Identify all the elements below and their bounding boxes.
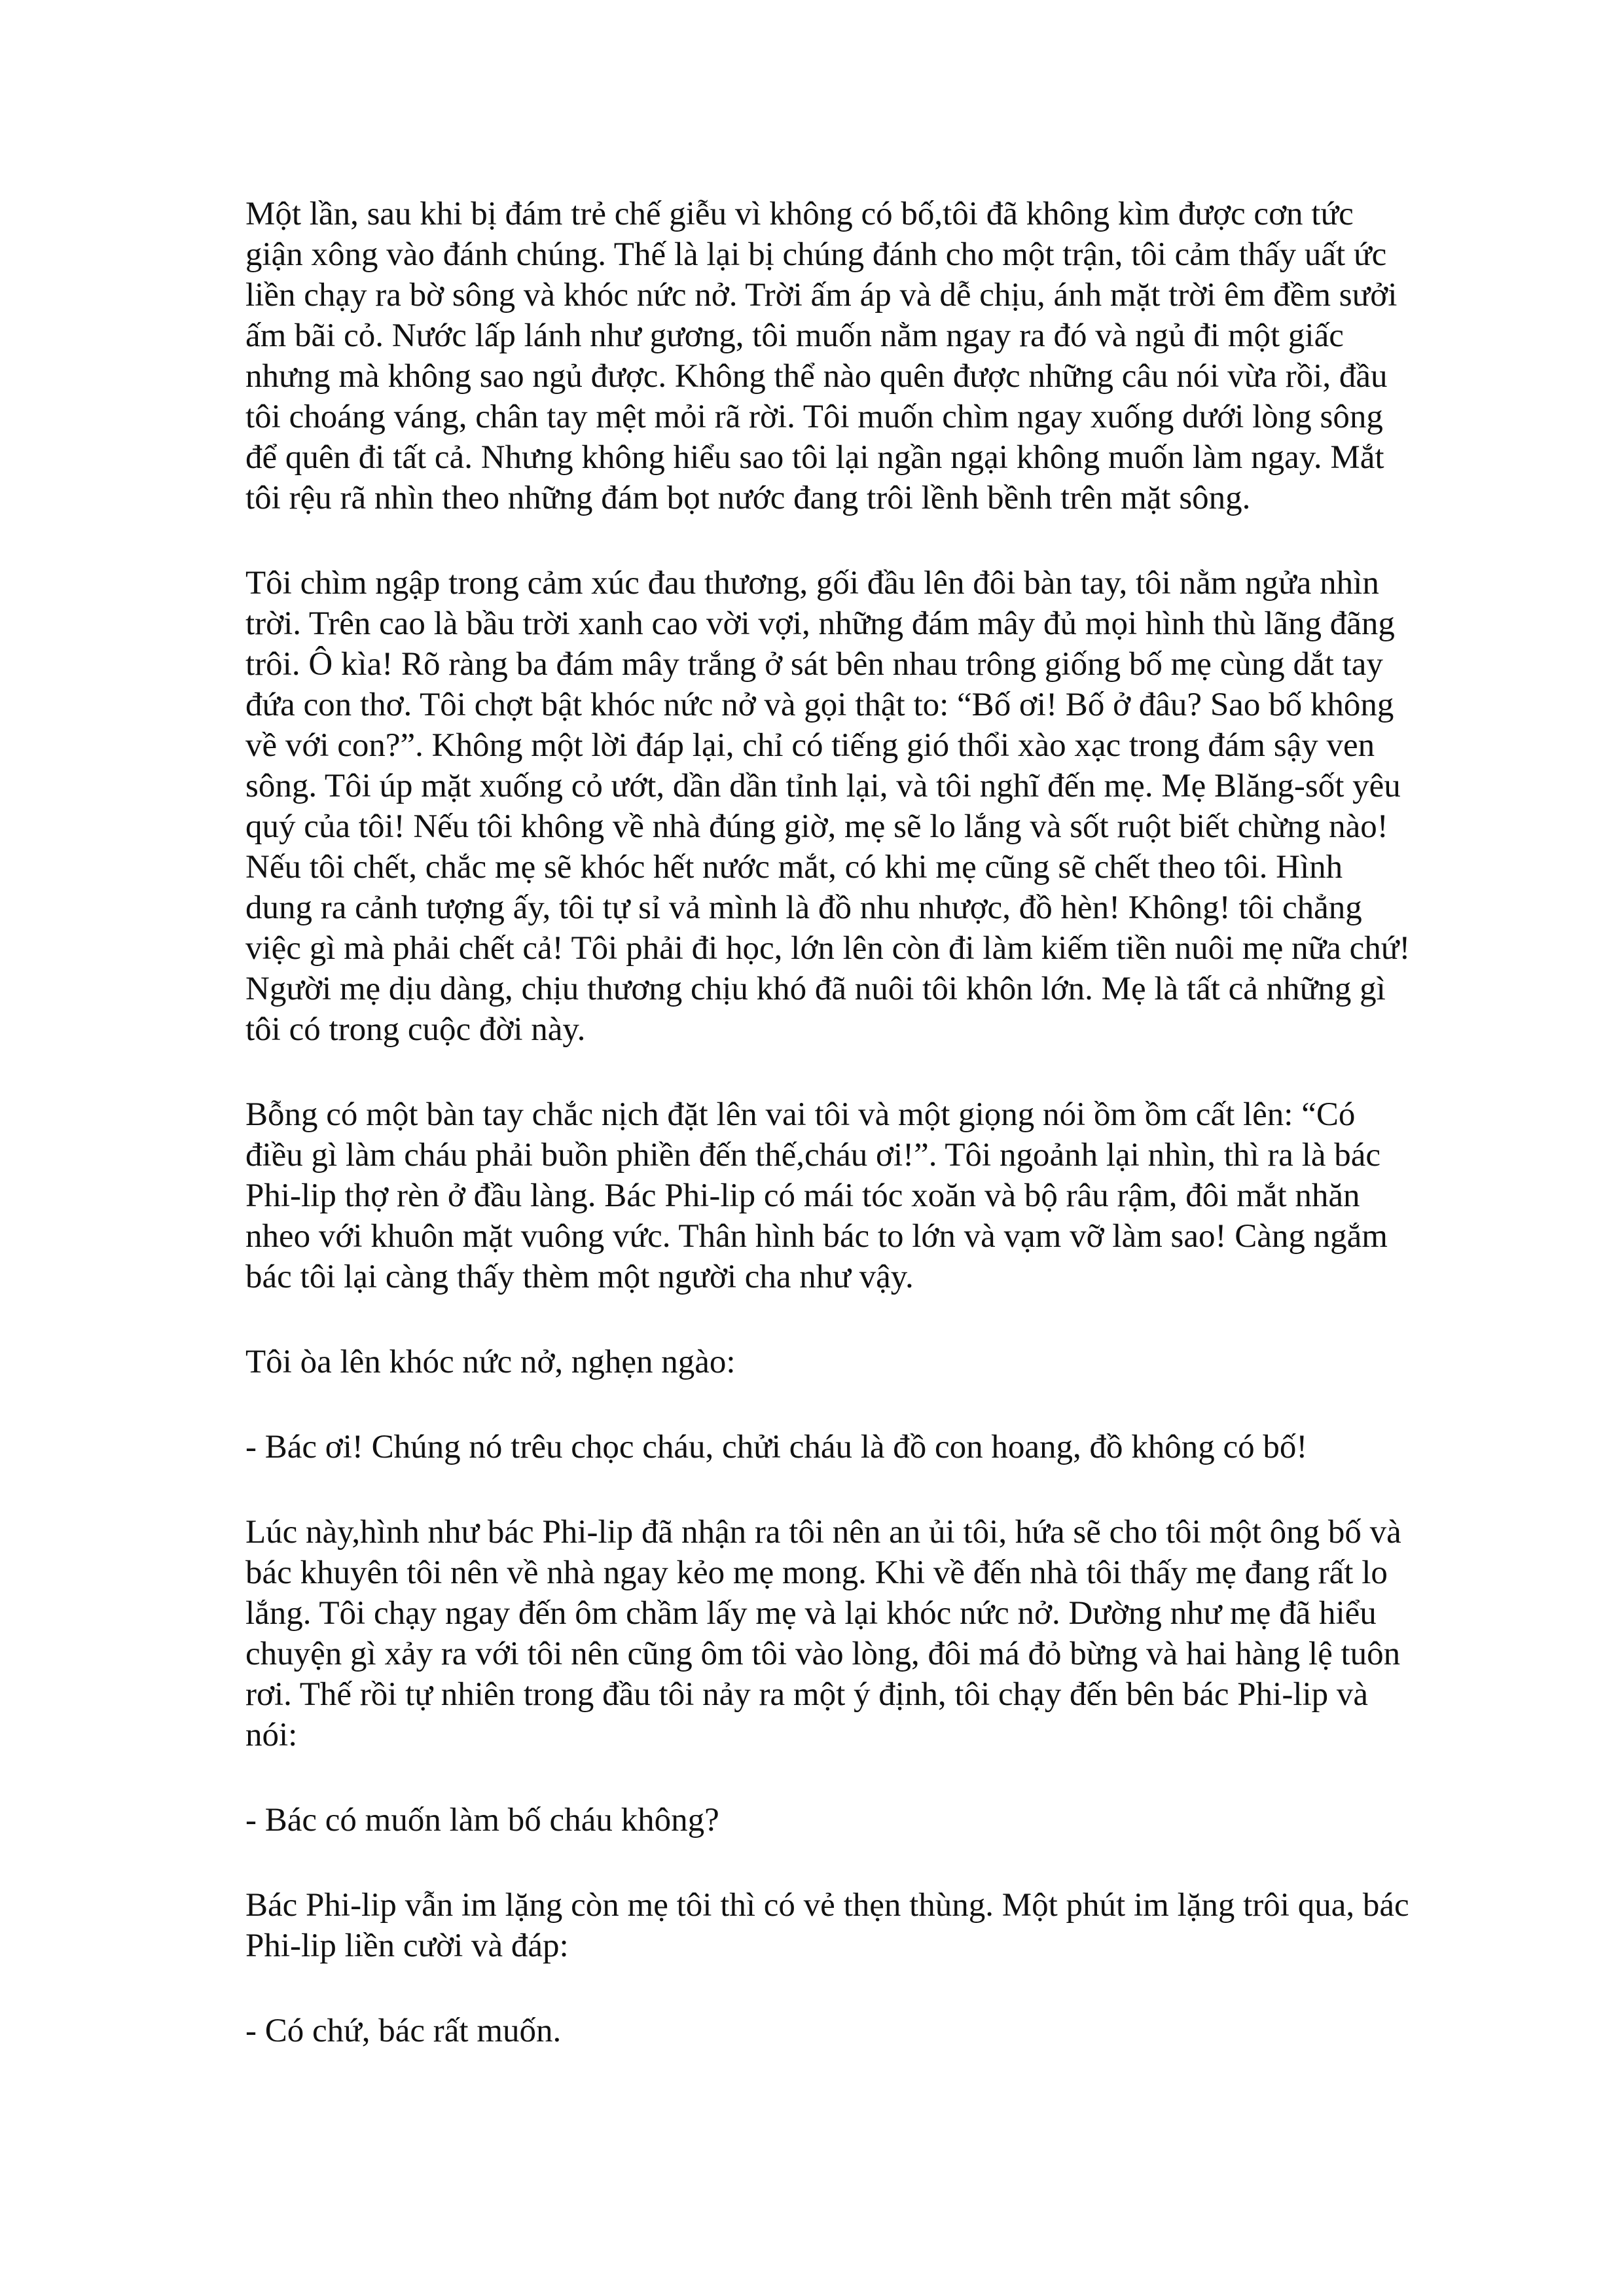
document-body xyxy=(245,194,1411,2051)
paragraph-6: Lúc này,hình như bác Phi-lip đã nhận ra tôi nên an ủi tôi, hứa sẽ cho tôi một ông bố và bác khuyên tôi nên về nhà ngay kẻo mẹ mong. Khi về đến nhà tôi thấy mẹ đang rất lo lắng. Tôi chạy ngay đến ôm chầm lấy mẹ và lại khóc nức nở. Dường như mẹ đã hiểu chuyện gì xảy ra với tôi nên cũng ôm tôi vào lòng, đôi má đỏ bừng và hai hàng lệ tuôn rơi. Thế rồi tự nhiên trong đầu tôi nảy ra một ý định, tôi chạy đến bên bác Phi-lip và nói: xyxy=(245,1514,1401,1753)
paragraph-9: - Có chứ, bác rất muốn. xyxy=(245,2013,562,2049)
paragraph-7: - Bác có muốn làm bố cháu không? xyxy=(245,1802,719,1839)
paragraph-8: Bác Phi-lip vẫn im lặng còn mẹ tôi thì có vẻ thẹn thùng. Một phút im lặng trôi qua, bác Phi-lip liền cười và đáp: xyxy=(245,1887,1409,1964)
paragraph-4: Tôi òa lên khóc nức nở, nghẹn ngào: xyxy=(245,1344,736,1380)
paragraph-3: Bỗng có một bàn tay chắc nịch đặt lên vai tôi và một giọng nói ồm ồm cất lên: “Có điều gì làm cháu phải buồn phiền đến thế,cháu ơi!”. Tôi ngoảnh lại nhìn, thì ra là bác Phi-lip thợ rèn ở đầu làng. Bác Phi-lip có mái tóc xoăn và bộ râu rậm, đôi mắt nhăn nheo với khuôn mặt vuông vức. Thân hình bác to lớn và vạm vỡ làm sao! Càng ngắm bác tôi lại càng thấy thèm một người cha như vậy. xyxy=(245,1096,1388,1295)
paragraph-2: Tôi chìm ngập trong cảm xúc đau thương, gối đầu lên đôi bàn tay, tôi nằm ngửa nhìn trời. Trên cao là bầu trời xanh cao vời vợi, những đám mây đủ mọi hình thù lãng đãng trôi. Ô kìa! Rõ ràng ba đám mây trắng ở sát bên nhau trông giống bố mẹ cùng dắt tay đứa con thơ. Tôi chợt bật khóc nức nở và gọi thật to: “Bố ơi! Bố ở đâu? Sao bố không về với con?”. Không một lời đáp lại, chỉ có tiếng gió thổi xào xạc trong đám sậy ven sông. Tôi úp mặt xuống cỏ ướt, dần dần tỉnh lại, và tôi nghĩ đến mẹ. Mẹ Blăng-sốt yêu quý của tôi! Nếu tôi không về nhà đúng giờ, mẹ sẽ lo lắng và sốt ruột biết chừng nào! Nếu tôi chết, chắc mẹ sẽ khóc hết nước mắt, có khi mẹ cũng sẽ chết theo tôi. Hình dung ra cảnh tượng ấy, tôi tự sỉ vả mình là đồ nhu nhược, đồ hèn! Không! tôi chẳng việc gì mà phải chết cả! Tôi phải đi học, lớn lên còn đi làm kiếm tiền nuôi mẹ nữa chứ! Người mẹ dịu dàng, chịu thương chịu khó đã nuôi tôi khôn lớn. Mẹ là tất cả những gì tôi có trong cuộc đời này. xyxy=(245,565,1411,1048)
paragraph-5: - Bác ơi! Chúng nó trêu chọc cháu, chửi cháu là đồ con hoang, đồ không có bố! xyxy=(245,1429,1308,1465)
paragraph-1: Một lần, sau khi bị đám trẻ chế giễu vì không có bố,tôi đã không kìm được cơn tức giận xông vào đánh chúng. Thế là lại bị chúng đánh cho một trận, tôi cảm thấy uất ức liền chạy ra bờ sông và khóc nức nở. Trời ấm áp và dễ chịu, ánh mặt trời êm đềm sưởi ấm bãi cỏ. Nước lấp lánh như gương, tôi muốn nằm ngay ra đó và ngủ đi một giấc nhưng mà không sao ngủ được. Không thể nào quên được những câu nói vừa rồi, đầu tôi choáng váng, chân tay mệt mỏi rã rời. Tôi muốn chìm ngay xuống dưới lòng sông để quên đi tất cả. Nhưng không hiểu sao tôi lại ngần ngại không muốn làm ngay. Mắt tôi rệu rã nhìn theo những đám bọt nước đang trôi lềnh bềnh trên mặt sông. xyxy=(245,196,1398,516)
